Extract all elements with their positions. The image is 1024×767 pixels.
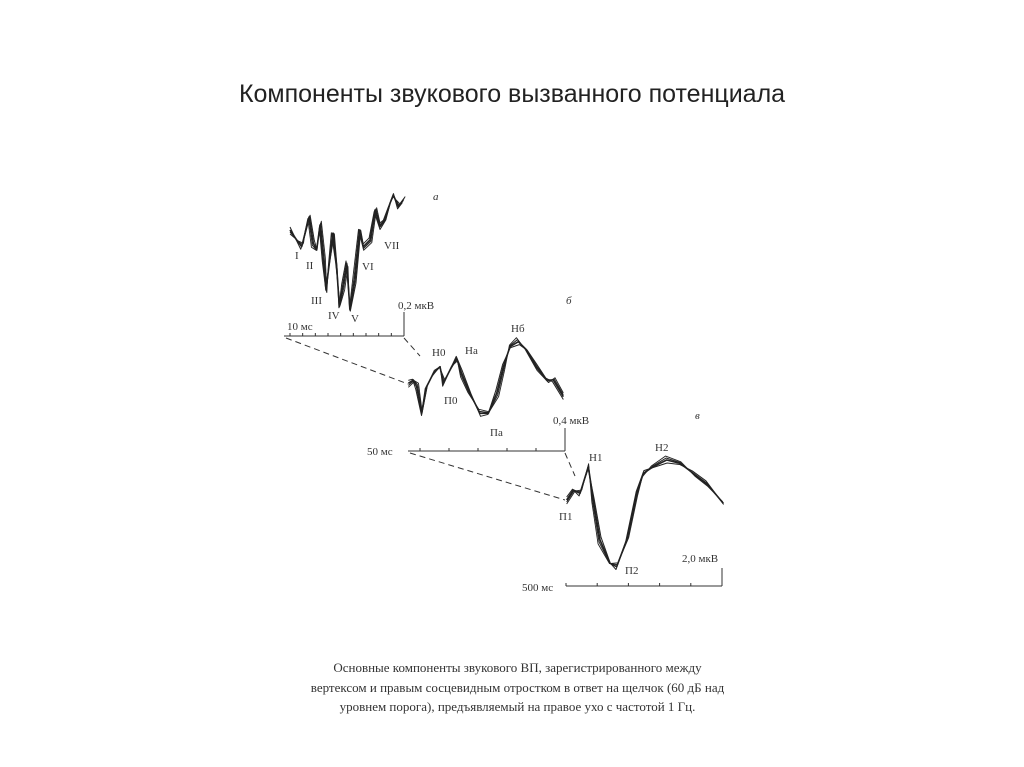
peak-label: Па xyxy=(490,427,503,439)
peak-label: I xyxy=(295,250,299,262)
peak-label: Нб xyxy=(511,323,525,335)
peak-label: П2 xyxy=(625,565,639,577)
amplitude-scale-c: 2,0 мкВ xyxy=(682,553,719,565)
panel-c-letter: в xyxy=(695,410,700,422)
dashed-connector-a xyxy=(286,338,420,384)
peak-label: Н0 xyxy=(432,347,446,359)
time-axis-c xyxy=(566,568,722,586)
waveform-a-trace xyxy=(290,194,402,312)
panel-b-letter: б xyxy=(566,295,572,307)
time-scale-c: 500 мс xyxy=(522,582,554,594)
dashed-connector-b xyxy=(410,453,575,500)
amplitude-scale-a: 0,2 мкВ xyxy=(398,300,435,312)
peak-label: IV xyxy=(328,310,340,322)
peak-label: Н1 xyxy=(589,452,603,464)
peak-label: П0 xyxy=(444,395,458,407)
peak-label: На xyxy=(465,345,478,357)
axis-ticks xyxy=(290,333,722,586)
peak-label: Н2 xyxy=(655,442,669,454)
time-scale-b: 50 мс xyxy=(367,446,393,458)
caption-line: уровнем порога), предъявляемый на правое ухо с частотой 1 Гц. xyxy=(339,699,696,714)
peak-label: VI xyxy=(362,261,374,273)
figure-caption xyxy=(270,658,765,717)
caption-line: Основные компоненты звукового ВП, зарегистрированного между xyxy=(333,660,702,675)
peak-label: V xyxy=(351,313,359,325)
peak-label: III xyxy=(311,295,322,307)
caption-line: вертексом и правым сосцевидным отростком в ответ на щелчок (60 дБ над xyxy=(310,679,725,695)
panel-a-letter: а xyxy=(433,191,439,203)
slide-title: Компоненты звукового вызванного потенциала xyxy=(238,80,786,108)
peak-label: VII xyxy=(384,240,400,252)
amplitude-scale-b: 0,4 мкВ xyxy=(553,415,590,427)
time-axis-b xyxy=(408,428,565,451)
waveform-traces xyxy=(290,194,724,570)
peak-label: II xyxy=(306,260,314,272)
peak-label: П1 xyxy=(559,511,573,523)
time-scale-a: 10 мс xyxy=(287,321,313,333)
